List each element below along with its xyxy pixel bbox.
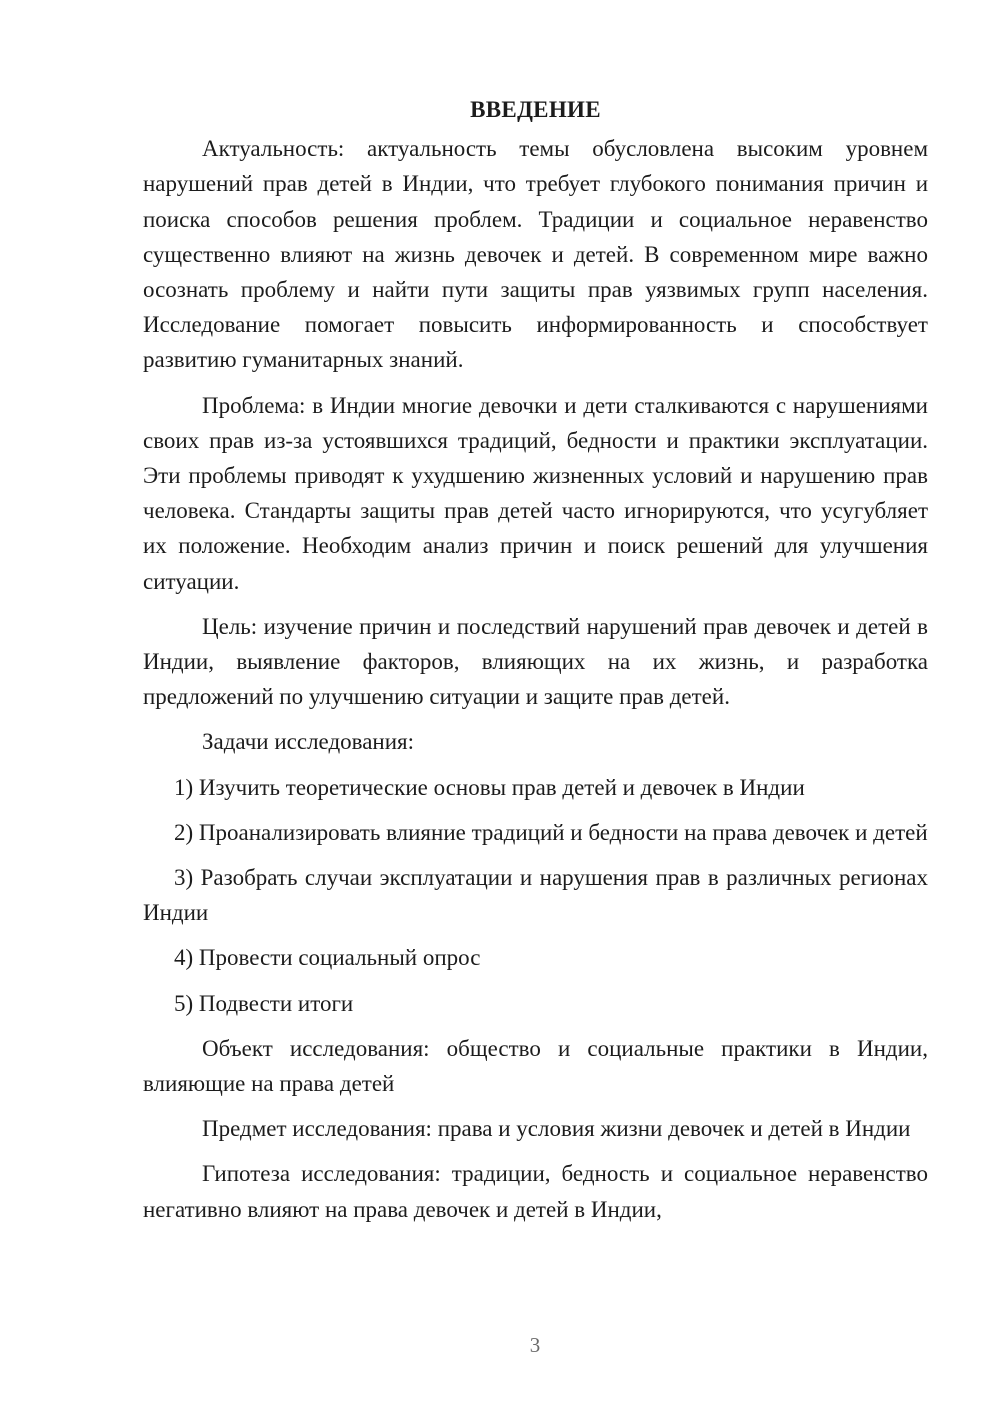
object-paragraph: Объект исследования: общество и социальные практики в Индии, влияющие на права детей — [143, 1035, 928, 1097]
section-title: ВВЕДЕНИЕ — [470, 97, 601, 122]
page-content — [143, 92, 928, 1237]
task-item: 5) Подвести итоги — [174, 990, 354, 1016]
relevance-paragraph: Актуальность: актуальность темы обусловлена высоким уровнем нарушений прав детей в Индии, что требует глубокого понимания причин и поиска способов решения проблем. Традиции и социальное неравенство существенно влияют на жизнь девочек и детей. В современном мире важно осознать проблему и найти пути защиты прав уязвимых групп населения. Исследование помогает повысить информированность и способствует развитию гуманитарных знаний. — [143, 136, 928, 373]
problem-paragraph: Проблема: в Индии многие девочки и дети сталкиваются с нарушениями своих прав из-за устоявшихся традиций, бедности и практики эксплуатации. Эти проблемы приводят к ухудшению жизненных условий и нарушению прав человека. Стандарты защиты прав детей часто игнорируются, что усугубляет их положение. Необходим анализ причин и поиск решений для улучшения ситуации. — [143, 392, 928, 594]
goal-paragraph: Цель: изучение причин и последствий нарушений прав девочек и детей в Индии, выявление факторов, влияющих на их жизнь, и разработка предложений по улучшению ситуации и защите прав детей. — [143, 613, 928, 710]
hypothesis-paragraph: Гипотеза исследования: традиции, бедность и социальное неравенство негативно влияют на права девочек и детей в Индии, — [143, 1161, 928, 1222]
task-item: 1) Изучить теоретические основы прав детей и девочек в Индии — [174, 774, 805, 800]
task-item: 3) Разобрать случаи эксплуатации и нарушения прав в различных регионах Индии — [143, 865, 928, 926]
subject-paragraph: Предмет исследования: права и условия жизни девочек и детей в Индии — [202, 1116, 911, 1142]
task-item: 2) Проанализировать влияние традиций и бедности на права девочек и детей — [174, 819, 928, 845]
tasks-heading: Задачи исследования: — [202, 729, 415, 755]
page-number: 3 — [529, 1333, 541, 1357]
task-item: 4) Провести социальный опрос — [174, 945, 481, 971]
